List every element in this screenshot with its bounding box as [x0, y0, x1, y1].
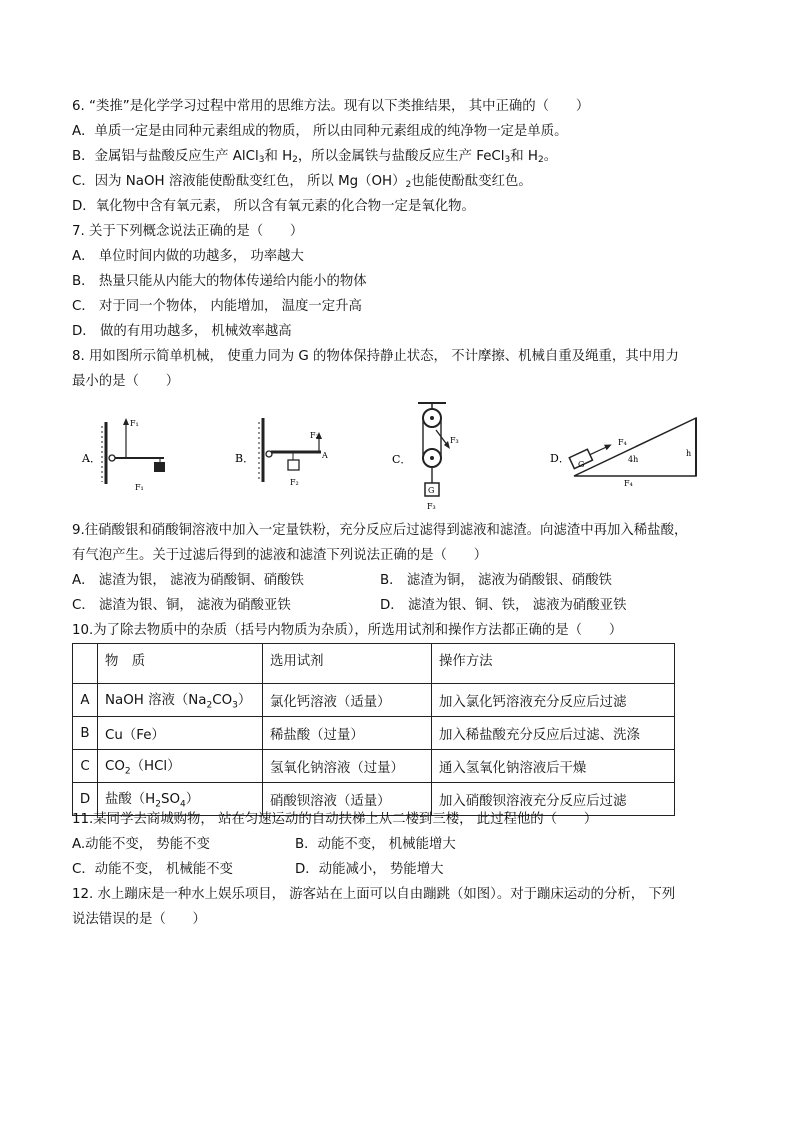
row-reagent: 氢氧化钠溶液（过量）	[263, 750, 432, 783]
q11-option-c: C．动能不变， 机械能不变	[72, 862, 233, 877]
q8-figure-c	[390, 400, 470, 512]
q6-option-d: D．氧化物中含有氧元素， 所以含有氧元素的化合物一定是氧化物。	[72, 199, 475, 214]
q9-stem-line2: 有气泡产生。关于过滤后得到的滤液和滤渣下列说法正确的是（ ）	[72, 548, 488, 563]
q7-option-b: B． 热量只能从内能大的物体传递给内能小的物体	[72, 274, 367, 289]
row-substance: $CO_2(HCl)$	[98, 750, 263, 783]
header-reagent: 选用试剂	[263, 644, 432, 684]
q8-stem-line2: 最小的是（ ）	[72, 374, 180, 389]
header-method: 操作方法	[432, 644, 675, 684]
q9-option-c: C． 滤渣为银、铜， 滤液为硝酸亚铁	[72, 598, 291, 613]
fig-c-weight-label: G	[428, 486, 435, 495]
row-option: C	[73, 750, 98, 783]
fig-c-force-label: F₃	[450, 436, 459, 445]
fig-a-label: A．	[82, 452, 101, 465]
row-reagent: 硝酸钡溶液（适量）	[263, 783, 432, 816]
row-substance: Cu（Fe）	[98, 717, 263, 750]
q11-option-d: D．动能减小， 势能增大	[295, 862, 444, 877]
q7-stem: 7. 关于下列概念说法正确的是（ ）	[72, 224, 304, 239]
fig-d-length-label: 4h	[628, 455, 639, 464]
row-method: 加入氯化钙溶液充分反应后过滤	[432, 684, 675, 717]
table-row	[73, 717, 675, 750]
q9-option-d: D． 滤渣为银、铜、铁， 滤液为硝酸亚铁	[380, 598, 627, 613]
fig-b-caption: F₂	[290, 478, 299, 487]
fig-c-caption: F₃	[427, 502, 436, 511]
table-header-row	[73, 644, 675, 684]
fig-c-label: C．	[392, 453, 412, 466]
fig-d-caption: F₄	[624, 479, 633, 488]
row-option: A	[73, 684, 98, 717]
fig-a-force-label: F₁	[130, 419, 139, 428]
row-method: 加入硝酸钡溶液充分反应后过滤	[432, 783, 675, 816]
q6-option-c: C．因为 NaOH 溶液能使酚酞变红色， 所以 $Mg(OH)_2$也能使酚酞变红色。	[72, 174, 532, 190]
q6-stem: 6. “类推”是化学学习过程中常用的思维方法。现有以下类推结果， 其中正确的（ ）	[72, 99, 590, 114]
q6-option-a: A．单质一定是由同种元素组成的物质， 所以由同种元素组成的纯净物一定是单质。	[72, 124, 568, 139]
q9-option-a: A． 滤渣为银， 滤液为硝酸铜、硝酸铁	[72, 573, 304, 588]
q9-option-b: B． 滤渣为铜， 滤液为硝酸银、硝酸铁	[380, 573, 612, 588]
fig-d-force-label: F₄	[618, 438, 627, 447]
row-method: 加入稀盐酸充分反应后过滤、洗涤	[432, 717, 675, 750]
q8-figure-d	[548, 410, 708, 490]
q8-figure-b	[233, 412, 343, 498]
q7-option-d: D． 做的有用功越多， 机械效率越高	[72, 324, 292, 339]
row-reagent: 氯化钙溶液（适量）	[263, 684, 432, 717]
header-substance: 物 质	[98, 644, 263, 684]
q6-option-b: B．金属铝与盐酸反应生产 AlCl$_3$和 $H_2$，所以金属铁与盐酸反应生产 FeCl$_3$和 $H_2$。	[72, 149, 558, 165]
fig-a-caption: F₁	[135, 483, 144, 492]
q8-figure-a	[80, 412, 192, 498]
row-option: D	[73, 783, 98, 816]
fig-d-label: D．	[550, 452, 570, 465]
fig-b-force-label: F₂	[310, 431, 319, 440]
q8-stem-line1: 8. 用如图所示简单机械， 使重力同为 G 的物体保持静止状态， 不计摩擦、机械自重及绳重，其中用力	[72, 349, 679, 364]
fig-b-label: B．	[235, 452, 255, 465]
q7-option-a: A． 单位时间内做的功越多， 功率越大	[72, 249, 304, 264]
table-row	[73, 684, 675, 717]
row-substance: 盐酸$(H_2SO_4)$	[98, 783, 263, 816]
q10-options-table	[72, 643, 675, 816]
row-substance: NaOH 溶液$(Na_2CO_3)$	[98, 684, 263, 717]
table-row	[73, 750, 675, 783]
q7-option-c: C． 对于同一个物体， 内能增加， 温度一定升高	[72, 299, 362, 314]
q12-stem-line2: 说法错误的是（ ）	[72, 912, 206, 927]
fig-b-point-a: A	[322, 451, 328, 460]
q10-stem: 10.为了除去物质中的杂质（括号内物质为杂质），所选用试剂和操作方法都正确的是（ ）	[72, 623, 623, 638]
q11-option-b: B．动能不变， 机械能增大	[295, 837, 456, 852]
q11-stem: 11.某同学去商城购物， 站在匀速运动的自动扶梯上从二楼到三楼， 此过程他的（ ）	[72, 812, 598, 827]
row-reagent: 稀盐酸（过量）	[263, 717, 432, 750]
row-method: 通入氢氧化钠溶液后干燥	[432, 750, 675, 783]
fig-d-height-label: h	[686, 449, 692, 458]
header-option	[73, 644, 98, 684]
q12-stem-line1: 12. 水上蹦床是一种水上娱乐项目， 游客站在上面可以自由蹦跳（如图）。对于蹦床运动的分析， 下列	[72, 887, 676, 902]
row-option: B	[73, 717, 98, 750]
q11-option-a: A.动能不变， 势能不变	[72, 837, 210, 852]
fig-d-weight-label: G	[578, 460, 585, 469]
q9-stem-line1: 9.往硝酸银和硝酸铜溶液中加入一定量铁粉，充分反应后过滤得到滤液和滤渣。向滤渣中再加入稀盐酸，	[72, 523, 688, 538]
